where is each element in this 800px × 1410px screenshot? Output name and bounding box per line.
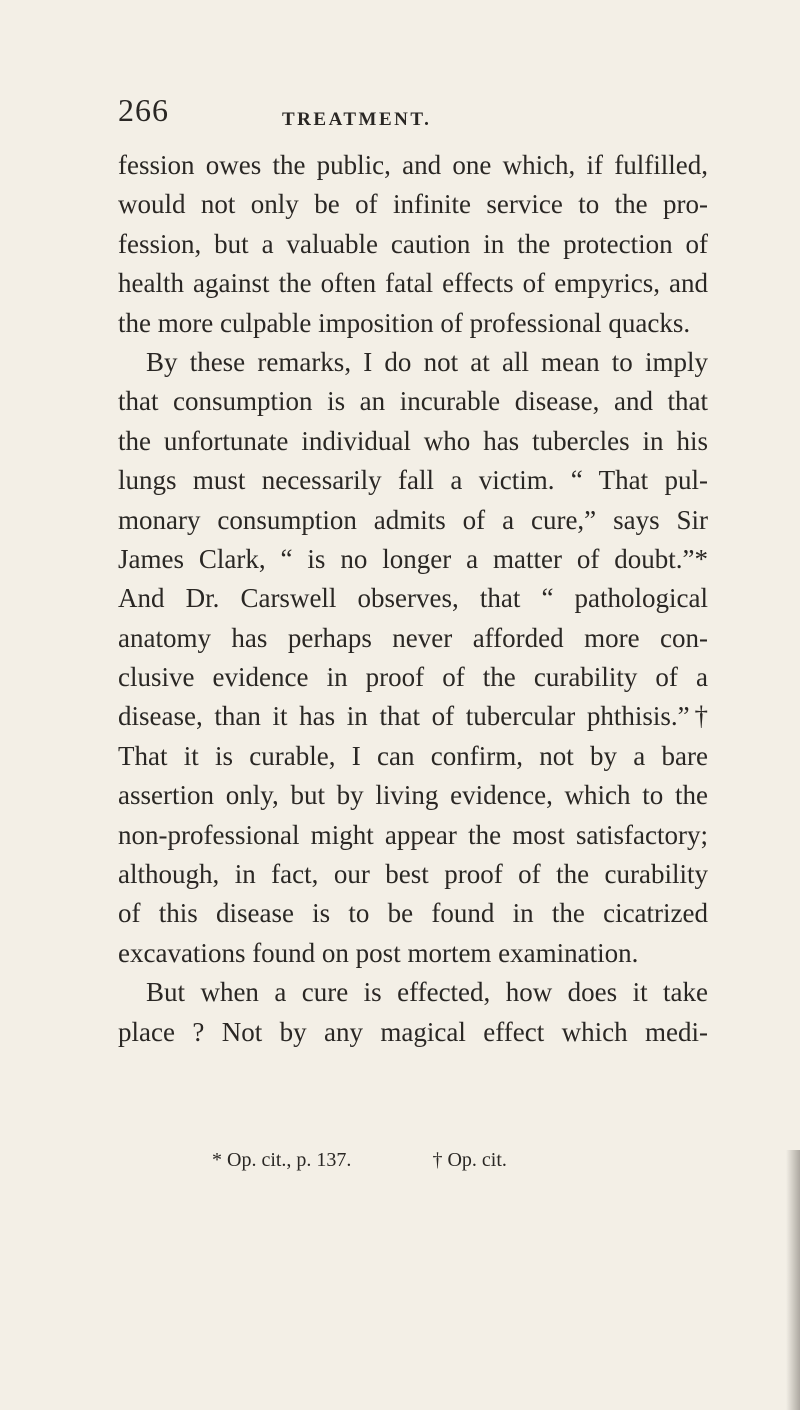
- text-line: place ? Not by any magical effect which medi-: [118, 1016, 708, 1047]
- text-line: the unfortunate individual who has tubercles in his: [118, 425, 708, 456]
- text-line: excavations found on post mortem examination.: [118, 937, 639, 968]
- running-head: TREATMENT.: [282, 109, 432, 130]
- footnotes: [212, 1146, 507, 1174]
- text-line: of this disease is to be found in the cicatrized: [118, 898, 708, 929]
- text-line: lungs must necessarily fall a victim. “ That pul-: [118, 465, 708, 496]
- text-line: James Clark, “ is no longer a matter of doubt.”*: [118, 543, 708, 574]
- text-line: that consumption is an incurable disease, and that: [118, 386, 708, 417]
- footnote-1: * Op. cit., p. 137.: [212, 1149, 352, 1171]
- text-line: clusive evidence in proof of the curability of a: [118, 662, 708, 693]
- text-line: monary consumption admits of a cure,” says Sir: [118, 504, 708, 535]
- text-line: fession owes the public, and one which, if fulfilled,: [118, 150, 708, 180]
- text-line: And Dr. Carswell observes, that “ pathological: [118, 583, 708, 614]
- body-text: [118, 146, 708, 1052]
- text-line: although, in fact, our best proof of the curability: [118, 859, 708, 890]
- text-line: anatomy has perhaps never afforded more con-: [118, 622, 708, 653]
- page-number: 266: [118, 92, 169, 128]
- text-line: By these remarks, I do not at all mean to imply: [146, 346, 708, 377]
- page-edge-shadow: [786, 1150, 800, 1410]
- text-line: non-professional might appear the most satisfactory;: [118, 819, 708, 850]
- text-line: fession, but a valuable caution in the protection of: [118, 228, 708, 259]
- text-line: the more culpable imposition of professional quacks.: [118, 307, 691, 338]
- text-line: That it is curable, I can confirm, not by a bare: [118, 740, 708, 771]
- text-line: disease, than it has in that of tubercular phthisis.”†: [118, 701, 708, 732]
- text-line: health against the often fatal effects of empyrics, and: [118, 268, 708, 299]
- footnote-2: † Op. cit.: [432, 1149, 507, 1171]
- text-line: But when a cure is effected, how does it take: [146, 977, 708, 1008]
- text-line: assertion only, but by living evidence, which to the: [118, 780, 708, 811]
- text-line: would not only be of infinite service to the pro-: [118, 189, 708, 220]
